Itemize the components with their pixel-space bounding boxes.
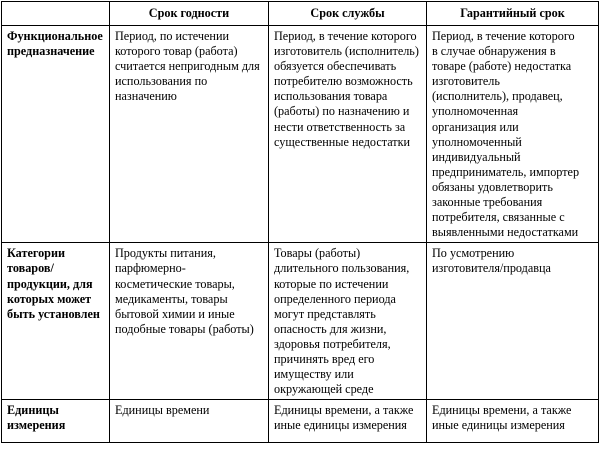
table-row: [2, 26, 599, 243]
row-label-units: Единицы измерения: [2, 400, 110, 443]
table-cell: Период, по истечении которого товар (работа) считается непригодным для использования по назначению: [110, 26, 269, 243]
table-cell: Период, в течение которого изготовитель (исполнитель) обязуется обеспечивать потребителю возможность использования товара (работы) по назначению и нести ответственность за существенные недостатки: [269, 26, 427, 243]
table-cell: По усмотрению изготовителя/продавца: [427, 243, 599, 400]
table-cell: Продукты питания, парфюмерно- косметические товары, медикаменты, товары бытовой химии и иные подобные товары (работы): [110, 243, 269, 400]
row-label-purpose: Функциональное предназначение: [2, 26, 110, 243]
table-cell: Период, в течение которого в случае обнаружения в товаре (работе) недостатка изготовитель (исполнитель), продавец, уполномоченная организация или уполномоченный индивидуальный предприниматель, импортер обязаны удовлетворить законные требования потребителя, связанные с выявленными недостатками: [427, 26, 599, 243]
table-cell: Единицы времени: [110, 400, 269, 443]
header-shelf-life: Срок годности: [110, 2, 269, 26]
header-corner-cell: [2, 2, 110, 26]
table-header-row: [2, 2, 599, 26]
table-row: [2, 400, 599, 443]
comparison-table: [1, 1, 599, 443]
table-cell: Единицы времени, а также иные единицы измерения: [269, 400, 427, 443]
header-service-life: Срок службы: [269, 2, 427, 26]
row-label-categories: Категории товаров/ продукции, для которых может быть установлен: [2, 243, 110, 400]
table-cell: Товары (работы) длительного пользования, которые по истечении определенного периода могут представлять опасность для жизни, здоровья потребителя, причинять вред его имуществу или окружающей среде: [269, 243, 427, 400]
table-row: [2, 243, 599, 400]
header-warranty-period: Гарантийный срок: [427, 2, 599, 26]
table-cell: Единицы времени, а также иные единицы измерения: [427, 400, 599, 443]
